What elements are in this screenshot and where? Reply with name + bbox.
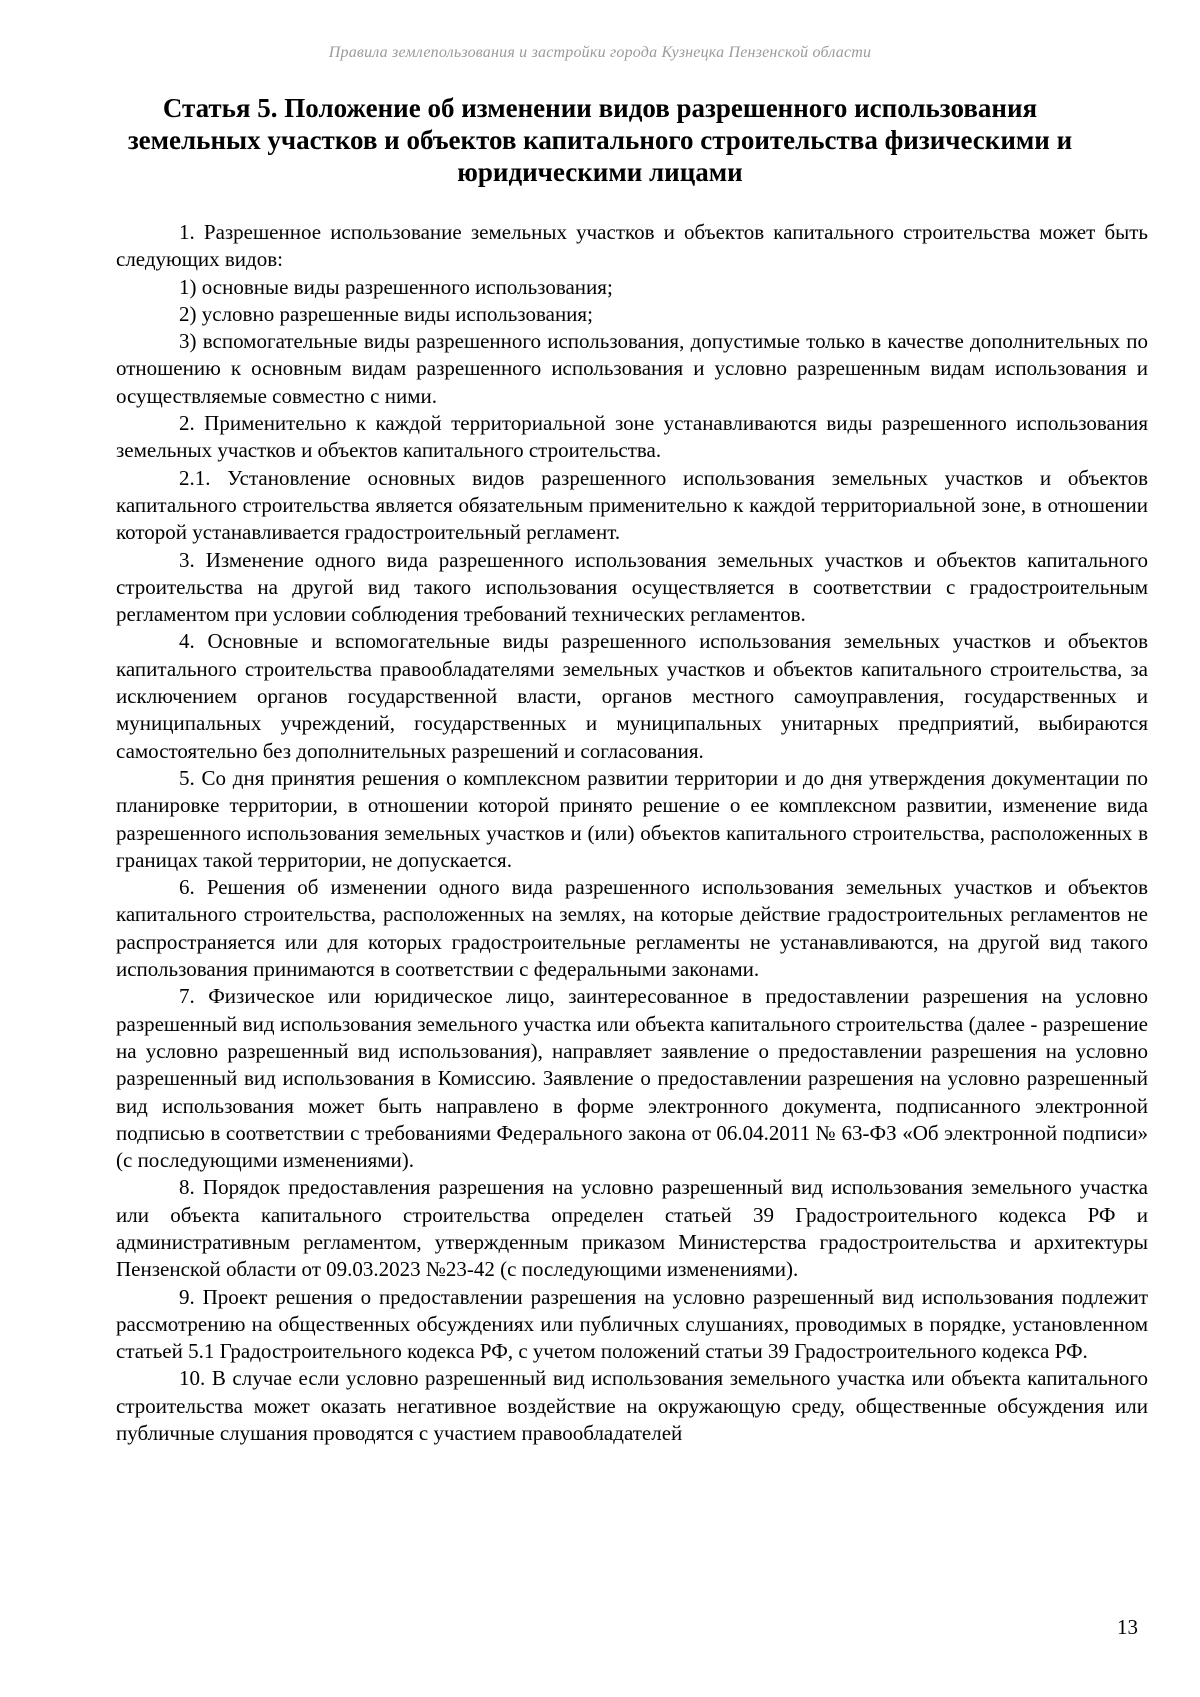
paragraph-2: 2. Применительно к каждой территориальной зоне устанавливаются виды разрешенного использования земельных участков и объектов капитального строительства. — [116, 411, 1148, 463]
paragraph-10: 10. В случае если условно разрешенный вид использования земельного участка или объекта капитального строительства может оказать негативное воздействие на окружающую среду, общественные обсуждения или публичные слушания проводятся с участием правообладателей — [116, 1366, 1148, 1446]
article-body — [116, 219, 1148, 1447]
paragraph-1-item-2: 2) условно разрешенные виды использования; — [179, 301, 593, 326]
paragraph-1: 1. Разрешенное использование земельных участков и объектов капитального строительства может быть следующих видов: — [116, 220, 1148, 272]
article-title: Статья 5. Положение об изменении видов разрешенного использования земельных участков и объектов капитального строительства физическими и юридическими лицами — [127, 93, 1073, 187]
paragraph-6: 6. Решения об изменении одного вида разрешенного использования земельных участков и объектов капитального строительства, расположенных на землях, на которые действие градостроительных регламентов не распространяется или для которых градостроительные регламенты не устанавливаются, на другой вид такого использования принимаются в соответствии с федеральными законами. — [116, 875, 1148, 982]
paragraph-8: 8. Порядок предоставления разрешения на условно разрешенный вид использования земельного участка или объекта капитального строительства определен статьей 39 Градостроительного кодекса РФ и административным регламентом, утвержденным приказом Министерства градостроительства и архитектуры Пензенской области от 09.03.2023 №23-42 (с последующими изменениями). — [116, 1175, 1148, 1282]
paragraph-5: 5. Со дня принятия решения о комплексном развитии территории и до дня утверждения документации по планировке территории, в отношении которой принято решение о ее комплексном развитии, изменение вида разрешенного использования земельных участков и (или) объектов капитального строительства, расположенных в границах такой территории, не допускается. — [116, 765, 1148, 872]
paragraph-7: 7. Физическое или юридическое лицо, заинтересованное в предоставлении разрешения на условно разрешенный вид использования земельного участка или объекта капитального строительства (далее - разрешение на условно разрешенный вид использования), направляет заявление о предоставлении разрешения на условно разрешенный вид использования в Комиссию. Заявление о предоставлении разрешения на условно разрешенный вид использования может быть направлено в форме электронного документа, подписанного электронной подписью в соответствии с требованиями Федерального закона от 06.04.2011 № 63-ФЗ «Об электронной подписи» (с последующими изменениями). — [116, 984, 1148, 1173]
paragraph-9: 9. Проект решения о предоставлении разрешения на условно разрешенный вид использования подлежит рассмотрению на общественных обсуждениях или публичных слушаниях, проводимых в порядке, установленном статьей 5.1 Градостроительного кодекса РФ, с учетом положений статьи 39 Градостроительного кодекса РФ. — [116, 1284, 1148, 1364]
page-number: 13 — [1117, 1615, 1138, 1639]
paragraph-1-item-3: 3) вспомогательные виды разрешенного использования, допустимые только в качестве дополнительных по отношению к основным видам разрешенного использования и условно разрешенным видам использования и осуществляемые совместно с ними. — [116, 329, 1148, 408]
paragraph-4: 4. Основные и вспомогательные виды разрешенного использования земельных участков и объектов капитального строительства правообладателями земельных участков и объектов капитального строительства, за исключением органов государственной власти, органов местного самоуправления, государственных и муниципальных учреждений, государственных и муниципальных унитарных предприятий, выбираются самостоятельно без дополнительных разрешений и согласования. — [116, 629, 1148, 763]
paragraph-3: 3. Изменение одного вида разрешенного использования земельных участков и объектов капитального строительства на другой вид такого использования осуществляется в соответствии с градостроительным регламентом при условии соблюдения требований технических регламентов. — [116, 547, 1148, 627]
running-header: Правила землепользования и застройки города Кузнецка Пензенской области — [328, 44, 872, 61]
paragraph-2-1: 2.1. Установление основных видов разрешенного использования земельных участков и объектов капитального строительства является обязательным применительно к каждой территориальной зоне, в отношении которой устанавливается градостроительный регламент. — [116, 465, 1148, 545]
paragraph-1-item-1: 1) основные виды разрешенного использования; — [179, 274, 613, 299]
